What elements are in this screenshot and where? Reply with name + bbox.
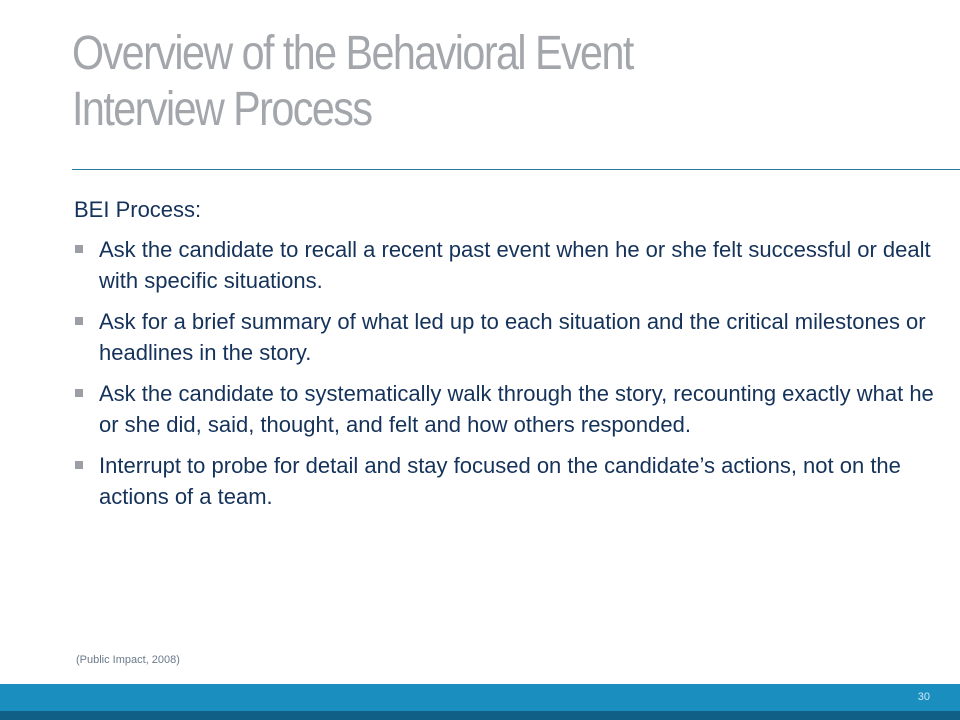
bullet-text: Ask for a brief summary of what led up to each situation and the critical milestones or headlines in the story. [99, 309, 926, 365]
slide-title-line-2: Interview Process [72, 83, 372, 136]
citation: (Public Impact, 2008) [76, 654, 180, 666]
bullet-item [74, 306, 934, 368]
slide-title-line-1: Overview of the Behavioral Event [72, 27, 633, 80]
bullet-text: Ask the candidate to systematically walk through the story, recounting exactly what he or she did, said, thought, and felt and how others responded. [99, 381, 934, 437]
section-heading: BEI Process: [74, 197, 202, 222]
footer-line [0, 711, 960, 720]
bullet-text: Ask the candidate to recall a recent past event when he or she felt successful or dealt with specific situations. [99, 237, 931, 293]
slide-body [74, 196, 934, 522]
bullet-item [74, 234, 934, 296]
square-bullet-icon [75, 317, 83, 325]
slide-title [72, 26, 812, 138]
square-bullet-icon [75, 461, 83, 469]
bullet-text: Interrupt to probe for detail and stay focused on the candidate’s actions, not on the actions of a team. [99, 453, 901, 509]
square-bullet-icon [75, 245, 83, 253]
page-number: 30 [917, 691, 930, 703]
bullet-item [74, 378, 934, 440]
square-bullet-icon [75, 389, 83, 397]
bullet-item [74, 450, 934, 512]
bullet-list [74, 234, 934, 512]
title-divider [72, 169, 960, 170]
footer-band [0, 684, 960, 712]
